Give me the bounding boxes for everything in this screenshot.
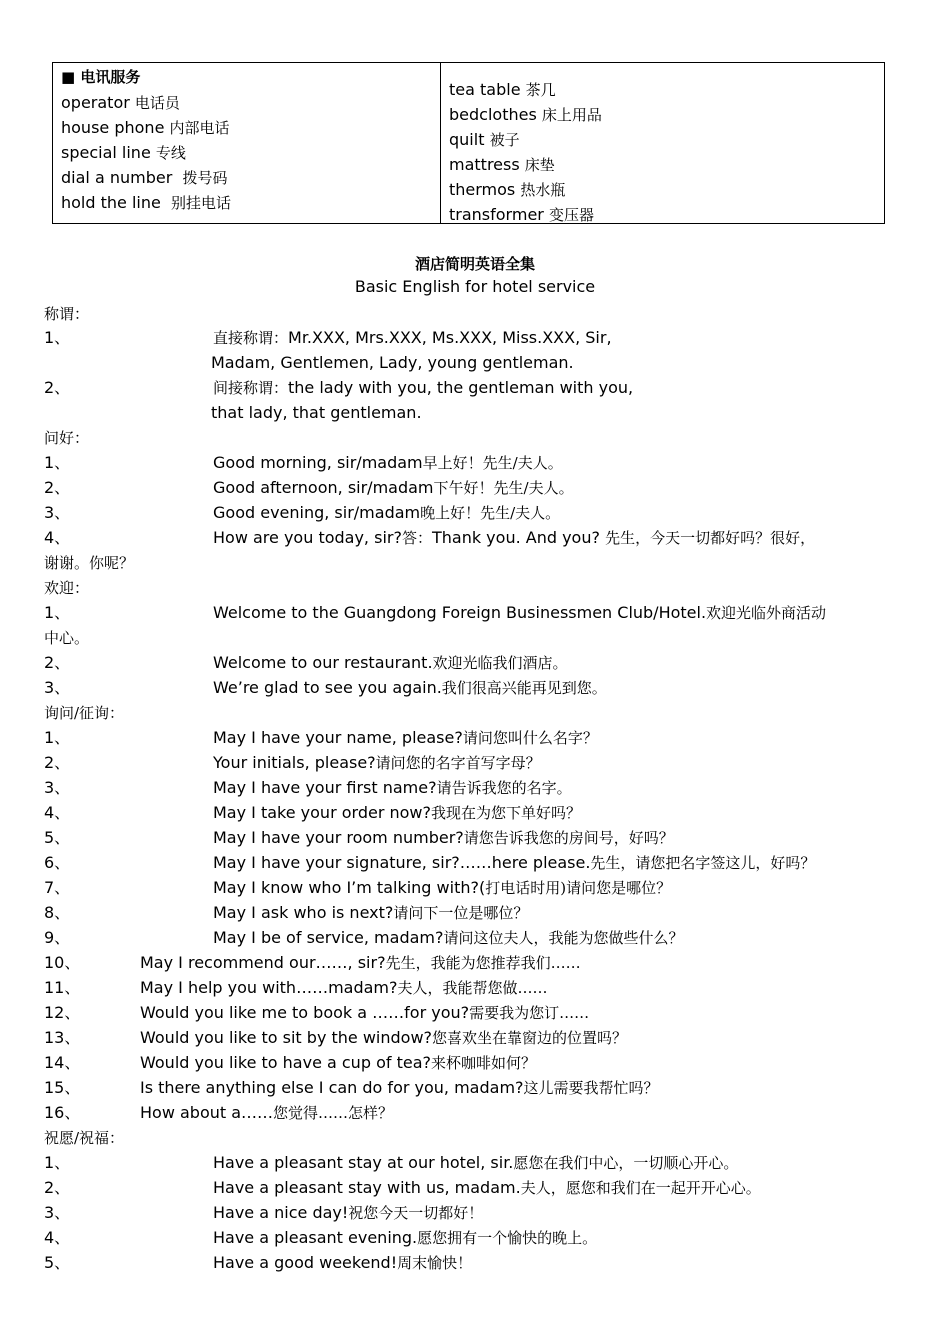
document-subtitle: Basic English for hotel service bbox=[354, 277, 596, 296]
item-en: Have a nice day! bbox=[213, 1203, 349, 1222]
vocab-zh: 热水瓶 bbox=[520, 181, 566, 199]
item-zh: 来杯咖啡如何？ bbox=[430, 1054, 536, 1072]
item-zh: 这儿需要我帮忙吗？ bbox=[523, 1079, 659, 1097]
item-text bbox=[213, 750, 541, 776]
item-text bbox=[213, 900, 528, 926]
item-number: 5、 bbox=[44, 828, 71, 847]
item-text bbox=[213, 1150, 738, 1176]
item-en: Have a pleasant stay at our hotel, sir. bbox=[213, 1153, 514, 1172]
item-zh: 欢迎光临我们酒店。 bbox=[432, 654, 568, 672]
item-text bbox=[213, 650, 568, 676]
item-number: 1、 bbox=[44, 728, 71, 747]
section-heading-text: 祝愿/祝福： bbox=[44, 1129, 125, 1147]
item-number: 12、 bbox=[44, 1003, 81, 1022]
item-en: Would you like to have a cup of tea? bbox=[140, 1053, 431, 1072]
list-item bbox=[44, 1175, 910, 1200]
list-item bbox=[44, 925, 910, 950]
item-zh: 周末愉快！ bbox=[397, 1254, 473, 1272]
item-number: 3、 bbox=[44, 503, 71, 522]
section-heading-text: 称谓： bbox=[44, 305, 90, 323]
item-zh-cont: 中心。 bbox=[44, 629, 90, 647]
item-zh: 我们很高兴能再见到您。 bbox=[441, 679, 607, 697]
section-heading-inquiry bbox=[44, 700, 910, 725]
vocab-zh: 专线 bbox=[155, 144, 186, 162]
vocab-heading: ■ 电讯服务 bbox=[61, 68, 141, 86]
item-number: 16、 bbox=[44, 1103, 81, 1122]
item-number: 15、 bbox=[44, 1078, 81, 1097]
item-zh: 愿您在我们中心，一切顺心开心。 bbox=[513, 1154, 739, 1172]
list-item bbox=[44, 525, 910, 550]
item-zh: 早上好！先生/夫人。 bbox=[422, 454, 563, 472]
item-en: May I recommend our……, sir? bbox=[140, 953, 386, 972]
item-number: 14、 bbox=[44, 1053, 81, 1072]
vocab-en: mattress bbox=[449, 155, 520, 174]
item-text bbox=[140, 1025, 627, 1051]
item-number: 1、 bbox=[44, 603, 71, 622]
vocab-zh: 电话员 bbox=[134, 94, 180, 112]
item-text bbox=[140, 1000, 589, 1026]
item-en-cont: that lady, that gentleman. bbox=[211, 403, 422, 422]
list-item-continuation bbox=[44, 625, 910, 650]
item-en: Good morning, sir/madam bbox=[213, 453, 423, 472]
vocab-en: hold the line bbox=[61, 193, 161, 212]
item-en: Welcome to the Guangdong Foreign Businessmen Club/Hotel. bbox=[213, 603, 707, 622]
item-zh: 先生，今天一切都好吗？很好， bbox=[605, 529, 816, 547]
item-text bbox=[140, 1050, 536, 1076]
list-item bbox=[44, 900, 910, 925]
item-number: 5、 bbox=[44, 1253, 71, 1272]
vocab-zh: 床上用品 bbox=[541, 106, 602, 124]
item-zh: 请您告诉我您的房间号，好吗？ bbox=[463, 829, 674, 847]
item-number: 9、 bbox=[44, 928, 71, 947]
item-en: Would you like to sit by the window? bbox=[140, 1028, 433, 1047]
item-en: the lady with you, the gentleman with you, bbox=[288, 378, 634, 397]
item-en: Welcome to our restaurant. bbox=[213, 653, 433, 672]
list-item bbox=[44, 725, 910, 750]
list-item bbox=[44, 750, 910, 775]
list-item bbox=[44, 950, 910, 975]
item-number: 1、 bbox=[44, 1153, 71, 1172]
item-number: 2、 bbox=[44, 378, 71, 397]
item-zh: 晚上好！先生/夫人。 bbox=[420, 504, 561, 522]
item-en: May I have your room number? bbox=[213, 828, 464, 847]
vocab-zh: 变压器 bbox=[548, 206, 594, 224]
item-zh: 请问下一位是哪位？ bbox=[393, 904, 529, 922]
item-text bbox=[140, 950, 581, 976]
vocab-en: bedclothes bbox=[449, 105, 537, 124]
list-item bbox=[44, 975, 910, 1000]
item-number: 3、 bbox=[44, 678, 71, 697]
item-text bbox=[213, 325, 612, 351]
item-number: 2、 bbox=[44, 753, 71, 772]
item-number: 2、 bbox=[44, 1178, 71, 1197]
item-number: 4、 bbox=[44, 1228, 71, 1247]
item-number: 1、 bbox=[44, 453, 71, 472]
item-zh: 夫人，我能帮您做…… bbox=[397, 979, 548, 997]
item-text bbox=[213, 800, 581, 826]
list-item bbox=[44, 450, 910, 475]
vocab-zh: 茶几 bbox=[525, 81, 556, 99]
list-item bbox=[44, 1225, 910, 1250]
list-item bbox=[44, 1050, 910, 1075]
item-en: May I be of service, madam? bbox=[213, 928, 444, 947]
item-number: 3、 bbox=[44, 778, 71, 797]
item-number: 6、 bbox=[44, 853, 71, 872]
item-zh: 请问您叫什么名字？ bbox=[462, 729, 598, 747]
list-item bbox=[44, 375, 910, 400]
item-zh: 下午好！先生/夫人。 bbox=[433, 479, 574, 497]
section-heading-text: 询问/征询： bbox=[44, 704, 125, 722]
item-text bbox=[213, 475, 574, 501]
list-item bbox=[44, 475, 910, 500]
item-zh: 祝您今天一切都好！ bbox=[348, 1204, 484, 1222]
item-en: Your initials, please? bbox=[213, 753, 376, 772]
item-en: How are you today, sir? bbox=[213, 528, 402, 547]
item-zh: 欢迎光临外商活动 bbox=[706, 604, 827, 622]
item-en: May I know who I’m talking with?( bbox=[213, 878, 486, 897]
item-en: Have a good weekend! bbox=[213, 1253, 398, 1272]
item-en: Would you like me to book a ……for you? bbox=[140, 1003, 470, 1022]
item-text bbox=[213, 450, 563, 476]
list-item bbox=[44, 1200, 910, 1225]
list-item bbox=[44, 650, 910, 675]
item-en-cont: Madam, Gentlemen, Lady, young gentleman. bbox=[211, 353, 574, 372]
item-en: Have a pleasant evening. bbox=[213, 1228, 418, 1247]
list-item bbox=[44, 1150, 910, 1175]
item-en: Mr.XXX, Mrs.XXX, Ms.XXX, Miss.XXX, Sir, bbox=[288, 328, 612, 347]
section-heading-welcome bbox=[44, 575, 910, 600]
item-text bbox=[213, 500, 560, 526]
list-item bbox=[44, 1250, 910, 1275]
item-number: 13、 bbox=[44, 1028, 81, 1047]
item-zh: 愿您拥有一个愉快的晚上。 bbox=[417, 1229, 598, 1247]
item-text bbox=[213, 1200, 483, 1226]
item-zh: 夫人，愿您和我们在一起开开心心。 bbox=[520, 1179, 761, 1197]
item-text bbox=[213, 825, 674, 851]
item-number: 8、 bbox=[44, 903, 71, 922]
item-en: Have a pleasant stay with us, madam. bbox=[213, 1178, 521, 1197]
vocab-en: house phone bbox=[61, 118, 165, 137]
item-number: 4、 bbox=[44, 528, 71, 547]
document-title: 酒店简明英语全集 bbox=[414, 255, 535, 273]
item-zh: 请告诉我您的名字。 bbox=[436, 779, 572, 797]
item-zh: 您觉得……怎样？ bbox=[273, 1104, 394, 1122]
list-item bbox=[44, 775, 910, 800]
item-zh: 请问这位夫人，我能为您做些什么？ bbox=[443, 929, 684, 947]
vocab-en: special line bbox=[61, 143, 151, 162]
item-zh: 打电话时用)请问您是哪位？ bbox=[485, 879, 672, 897]
list-item bbox=[44, 500, 910, 525]
item-number: 3、 bbox=[44, 1203, 71, 1222]
item-en: Good evening, sir/madam bbox=[213, 503, 421, 522]
item-en: May I have your first name? bbox=[213, 778, 437, 797]
item-zh: 我现在为您下单好吗？ bbox=[431, 804, 582, 822]
list-item bbox=[44, 600, 910, 625]
list-item bbox=[44, 1075, 910, 1100]
item-zh-cont: 谢谢。你呢？ bbox=[44, 554, 135, 572]
vocab-zh: 别挂电话 bbox=[171, 194, 232, 212]
list-item bbox=[44, 1000, 910, 1025]
vocab-en: transformer bbox=[449, 205, 544, 224]
item-en: Is there anything else I can do for you, madam? bbox=[140, 1078, 524, 1097]
item-zh: 请问您的名字首写字母？ bbox=[375, 754, 541, 772]
item-text bbox=[213, 600, 826, 626]
list-item-continuation bbox=[44, 350, 910, 375]
item-en: May I ask who is next? bbox=[213, 903, 394, 922]
item-text bbox=[213, 675, 607, 701]
item-en: We’re glad to see you again. bbox=[213, 678, 442, 697]
list-item bbox=[44, 325, 910, 350]
item-zh: 需要我为您订…… bbox=[469, 1004, 590, 1022]
item-en: Thank you. And you? bbox=[431, 528, 600, 547]
item-en: May I have your name, please? bbox=[213, 728, 463, 747]
item-number: 10、 bbox=[44, 953, 81, 972]
section-heading-address bbox=[44, 301, 910, 326]
vocab-zh: 被子 bbox=[489, 131, 520, 149]
item-text bbox=[213, 1225, 597, 1251]
vocab-en: quilt bbox=[449, 130, 485, 149]
vocab-zh: 床垫 bbox=[524, 156, 555, 174]
item-en: May I take your order now? bbox=[213, 803, 431, 822]
vocab-en: thermos bbox=[449, 180, 516, 199]
item-number: 2、 bbox=[44, 653, 71, 672]
list-item bbox=[44, 1025, 910, 1050]
item-text bbox=[213, 1250, 472, 1276]
item-text bbox=[213, 875, 671, 901]
item-label: 直接称谓： bbox=[213, 329, 289, 347]
item-text bbox=[213, 775, 572, 801]
item-number: 2、 bbox=[44, 478, 71, 497]
item-text bbox=[213, 725, 598, 751]
item-text bbox=[140, 975, 548, 1001]
vocab-zh: 内部电话 bbox=[169, 119, 230, 137]
item-number: 4、 bbox=[44, 803, 71, 822]
item-zh: 您喜欢坐在靠窗边的位置吗？ bbox=[432, 1029, 628, 1047]
list-item bbox=[44, 850, 910, 875]
list-item bbox=[44, 800, 910, 825]
item-text bbox=[213, 1175, 761, 1201]
section-heading-wishes bbox=[44, 1125, 910, 1150]
item-en: How about a…… bbox=[140, 1103, 274, 1122]
item-label: 间接称谓： bbox=[213, 379, 289, 397]
item-text bbox=[213, 850, 815, 876]
item-zh: 先生，我能为您推荐我们…… bbox=[385, 954, 581, 972]
list-item-continuation bbox=[44, 550, 910, 575]
item-en: May I help you with……madam? bbox=[140, 978, 398, 997]
list-item bbox=[44, 875, 910, 900]
vocab-zh: 拨号码 bbox=[182, 169, 228, 187]
list-item bbox=[44, 825, 910, 850]
item-text bbox=[213, 375, 633, 401]
list-item-continuation bbox=[44, 400, 910, 425]
item-text bbox=[213, 925, 684, 951]
item-text bbox=[140, 1075, 659, 1101]
section-heading-text: 欢迎： bbox=[44, 579, 90, 597]
vocab-en: operator bbox=[61, 93, 130, 112]
section-heading-text: 问好： bbox=[44, 429, 90, 447]
item-text bbox=[213, 525, 815, 551]
item-text bbox=[140, 1100, 393, 1126]
item-zh: 先生，请您把名字签这儿，好吗？ bbox=[590, 854, 816, 872]
vocab-en: dial a number bbox=[61, 168, 173, 187]
section-heading-greeting bbox=[44, 425, 910, 450]
item-number: 7、 bbox=[44, 878, 71, 897]
list-item bbox=[44, 675, 910, 700]
item-number: 11、 bbox=[44, 978, 81, 997]
vocab-en: tea table bbox=[449, 80, 521, 99]
list-item bbox=[44, 1100, 910, 1125]
item-number: 1、 bbox=[44, 328, 71, 347]
item-en: Good afternoon, sir/madam bbox=[213, 478, 434, 497]
item-zh: 答： bbox=[401, 529, 432, 547]
item-en: May I have your signature, sir?……here please. bbox=[213, 853, 591, 872]
